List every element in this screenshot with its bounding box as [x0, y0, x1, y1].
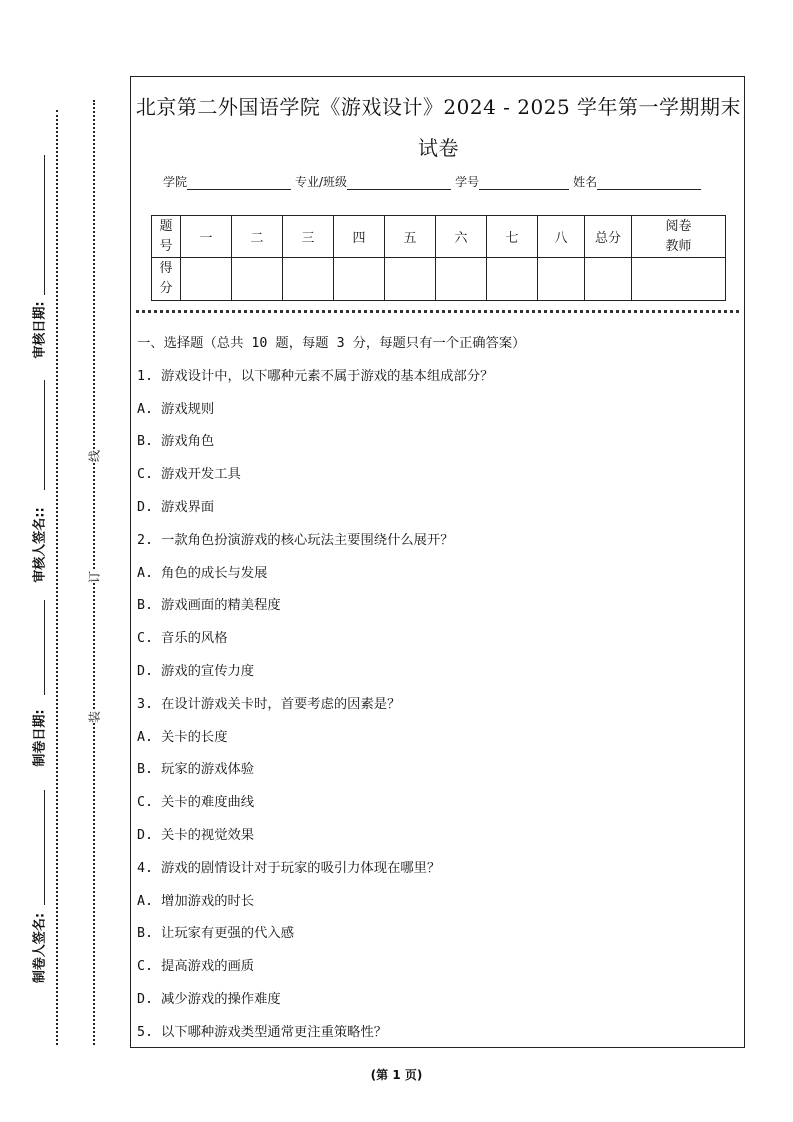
option: A. 增加游戏的时长 — [137, 893, 255, 909]
college-label: 学院 — [163, 175, 188, 189]
reviewer-signature-label: 审核人签名:: — [32, 507, 48, 583]
option: D. 减少游戏的操作难度 — [137, 991, 281, 1007]
binding-line — [44, 380, 45, 490]
option: C. 提高游戏的画质 — [137, 959, 255, 975]
score-cell[interactable] — [436, 258, 487, 301]
score-cell[interactable] — [181, 258, 232, 301]
option: D. 游戏的宣传力度 — [137, 663, 255, 679]
option: B. 让玩家有更强的代入感 — [137, 926, 294, 942]
score-col-8: 八 — [538, 216, 585, 258]
maker-date-label: 制卷日期: — [32, 709, 48, 767]
question-stem: 2. 一款角色扮演游戏的核心玩法主要围绕什么展开？ — [137, 532, 454, 548]
score-col-2: 二 — [232, 216, 283, 258]
separator-line — [136, 310, 739, 313]
page-number: (第 1 页) — [370, 1068, 423, 1082]
option: B. 玩家的游戏体验 — [137, 762, 255, 778]
cut-line-char-zhuang: 装 — [84, 711, 105, 723]
score-cell[interactable] — [538, 258, 585, 301]
student-id-label: 学号 — [455, 175, 480, 189]
option: B. 游戏角色 — [137, 434, 215, 450]
option: C. 游戏开发工具 — [137, 467, 241, 483]
exam-frame — [130, 76, 745, 1048]
score-cell[interactable] — [232, 258, 283, 301]
option: D. 关卡的视觉效果 — [137, 827, 255, 843]
score-cell[interactable] — [334, 258, 385, 301]
question-stem: 4. 游戏的剧情设计对于玩家的吸引力体现在哪里？ — [137, 860, 441, 876]
option: A. 关卡的长度 — [137, 729, 228, 745]
exam-title-continued: 试卷 — [418, 136, 459, 160]
score-label: 得 分 — [152, 258, 181, 301]
binding-line — [44, 790, 45, 905]
question-section — [137, 329, 737, 1051]
score-col-5: 五 — [385, 216, 436, 258]
reviewer-col: 阅卷 教师 — [632, 216, 726, 258]
option: B. 游戏画面的精美程度 — [137, 598, 281, 614]
cut-line-char-ding: 订 — [84, 571, 105, 583]
score-col-7: 七 — [487, 216, 538, 258]
outer-dotted-line — [56, 110, 58, 1045]
score-cell[interactable] — [632, 258, 726, 301]
question-stem: 5. 以下哪种游戏类型通常更注重策略性？ — [137, 1024, 388, 1040]
score-table-score-row — [152, 258, 726, 301]
name-field[interactable] — [597, 175, 701, 190]
cut-line-char-xian: 线 — [84, 450, 105, 462]
option: C. 音乐的风格 — [137, 631, 228, 647]
score-col-6: 六 — [436, 216, 487, 258]
option: D. 游戏界面 — [137, 499, 215, 515]
section-heading: 一、选择题（总共 10 题，每题 3 分，每题只有一个正确答案） — [137, 336, 526, 351]
score-table — [151, 215, 726, 301]
question-number-label: 题 号 — [152, 216, 181, 258]
major-class-field[interactable] — [347, 175, 451, 190]
major-class-label: 专业/班级 — [295, 175, 348, 189]
score-cell[interactable] — [487, 258, 538, 301]
score-col-3: 三 — [283, 216, 334, 258]
score-col-4: 四 — [334, 216, 385, 258]
binding-line — [44, 155, 45, 295]
score-table-header-row — [152, 216, 726, 258]
college-field[interactable] — [187, 175, 291, 190]
question-stem: 3. 在设计游戏关卡时，首要考虑的因素是？ — [137, 696, 401, 712]
maker-signature-label: 制卷人签名: — [32, 912, 48, 984]
score-col-total: 总分 — [585, 216, 632, 258]
option: A. 游戏规则 — [137, 401, 215, 417]
score-cell[interactable] — [385, 258, 436, 301]
score-col-1: 一 — [181, 216, 232, 258]
student-id-field[interactable] — [479, 175, 569, 190]
score-cell[interactable] — [585, 258, 632, 301]
name-label: 姓名 — [573, 175, 598, 189]
score-cell[interactable] — [283, 258, 334, 301]
option: C. 关卡的难度曲线 — [137, 795, 255, 811]
reviewer-date-label: 审核日期: — [32, 301, 48, 359]
question-stem: 1. 游戏设计中，以下哪种元素不属于游戏的基本组成部分？ — [137, 368, 494, 384]
exam-title: 北京第二外国语学院《游戏设计》2024 - 2025 学年第一学期期末 — [135, 95, 742, 119]
binding-line — [44, 600, 45, 695]
student-info-row — [163, 173, 705, 190]
option: A. 角色的成长与发展 — [137, 565, 268, 581]
